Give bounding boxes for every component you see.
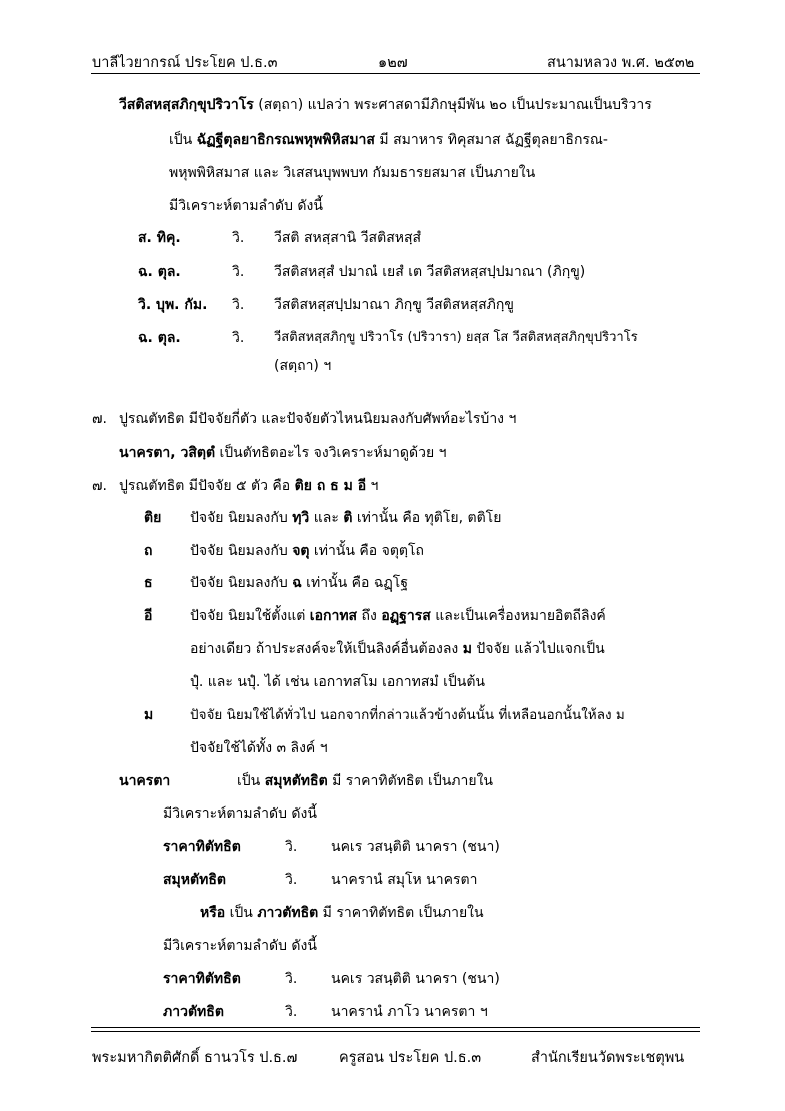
item-dha-post: เท่านั้น คือ ฉฏฺโฐ <box>301 575 409 591</box>
sec1-samasa: ฉัฏฐีตุลยาธิกรณพหุพพิหิสมาส <box>196 132 375 148</box>
nagarata-alt-or: หรือ <box>200 905 226 921</box>
sec1-line2 <box>169 131 608 149</box>
footer-rule-bottom <box>91 1031 700 1032</box>
sec1-row2-vi: วิ. <box>232 264 245 280</box>
question-number: ๗. <box>92 411 107 427</box>
item-ii-line2 <box>190 640 605 658</box>
sec1-row4-label: ฉ. ตุล. <box>138 330 181 346</box>
nagarata-row2-label: สมุหตัทธิต <box>163 872 226 888</box>
footer-left: พระมหากิตติศักดิ์ ธานวโร ป.ธ.๗ <box>92 1050 298 1066</box>
sec1-row2-label: ฉ. ตุล. <box>138 264 181 280</box>
sec1-term: วีสติสหสฺสภิกฺขุปริวาโร <box>119 97 254 113</box>
nagarata-row2-text: นาครานํ สมุโห นาครตา <box>331 872 478 888</box>
item-ii-symbol: อี <box>144 608 153 624</box>
sec1-line2-pre: เป็น <box>169 132 197 148</box>
sec1-line1 <box>119 96 652 114</box>
item-tiya-text <box>190 509 501 527</box>
nagarata-row4-vi: วิ. <box>285 1004 298 1020</box>
item-tiya-pre: ปัจจัย นิยมลงกับ <box>190 510 293 526</box>
nagarata-row1-vi: วิ. <box>285 839 298 855</box>
sec1-row3-text: วีสติสหสฺสปฺปมาณา ภิกฺขู วีสติสหสฺสภิกฺขู <box>274 297 514 313</box>
item-ii-line1 <box>190 607 606 625</box>
header-rule <box>91 73 700 74</box>
item-tha-pre: ปัจจัย นิยมลงกับ <box>190 543 293 559</box>
sec1-line3: พหุพพิหิสมาส และ วิเสสนบุพพบท กัมมธารยสมาส เป็นภายใน <box>169 165 536 181</box>
footer-center: ครูสอน ประโยค ป.ธ.๓ <box>339 1050 482 1066</box>
nagarata-title: นาครตา <box>119 773 171 789</box>
question-line2-rest: เป็นตัทธิตอะไร จงวิเคราะห์มาดูด้วย ฯ <box>215 445 447 461</box>
item-ii-l1-post: และเป็นเครื่องหมายอิตถีลิงค์ <box>430 608 606 624</box>
item-dha-text <box>190 574 408 592</box>
item-ii-attharasa: อฏฺฐารส <box>381 608 431 624</box>
item-ma-line2: ปัจจัยใช้ได้ทั้ง ๓ ลิงค์ ฯ <box>190 740 328 756</box>
item-tha-symbol: ถ <box>144 543 153 559</box>
sec1-line2-post: มี สมาหาร ทิคุสมาส ฉัฏฐีตุลยาธิกรณ- <box>374 132 608 148</box>
answer-number: ๗. <box>92 478 107 494</box>
nagarata-intro: มีวิเคราะห์ตามลำดับ ดังนี้ <box>163 806 317 822</box>
item-tiya-mid: และ <box>309 510 344 526</box>
item-ii-ekadasa: เอกาทส <box>309 608 358 624</box>
nagarata-row3-label: ราคาทิตัทธิต <box>163 971 241 987</box>
nagarata-alt-type: ภาวตัทธิต <box>257 905 319 921</box>
header-left: บาลีไวยากรณ์ ประโยค ป.ธ.๓ <box>92 55 278 71</box>
item-tha-text <box>190 542 424 560</box>
sec1-row1-label: ส. ทิคุ. <box>138 230 181 246</box>
item-ma-line1: ปัจจัย นิยมใช้ได้ทั่วไป นอกจากที่กล่าวแล้วข้างต้นนั้น ที่เหลือนอกนั้นให้ลง ม <box>190 707 625 723</box>
item-tiya-b2: ติ <box>343 510 353 526</box>
footer-rule-top <box>91 1027 700 1028</box>
nagarata-alt-pre: เป็น <box>225 905 258 921</box>
nagarata-row3-text: นคเร วสนฺติติ นาครา (ชนา) <box>331 971 500 987</box>
item-ii-l1-mid: ถึง <box>357 608 382 624</box>
answer-suffix-list: ติย ถ ธ ม อี <box>294 478 367 494</box>
nagarata-type: สมุหตัทธิต <box>264 773 328 789</box>
nagarata-desc <box>237 772 493 790</box>
sec1-row4-text: วีสติสหสฺสภิกฺขู ปริวาโร (ปริวารา) ยสฺส โส วีสติสหสฺสภิกฺขุปริวาโร <box>274 330 638 345</box>
item-ii-l2-pre: อย่างเดียว ถ้าประสงค์จะให้เป็นลิงค์อื่นต้องลง <box>190 641 463 657</box>
page-number: ๑๒๗ <box>378 55 408 71</box>
answer-intro-text: ปูรณตัทธิต มีปัจจัย ๕ ตัว คือ <box>119 478 295 494</box>
question-terms: นาครตา, วสิตฺตํ <box>119 445 216 461</box>
sec1-row4-cont: (สตฺถา) ฯ <box>274 358 332 374</box>
answer-intro-end: ฯ <box>366 478 379 494</box>
sec1-row3-label: วิ. บุพ. กัม. <box>138 297 208 313</box>
nagarata-row4-text: นาครานํ ภาโว นาครตา ฯ <box>331 1004 488 1020</box>
question-line2 <box>119 444 446 462</box>
sec1-row1-text: วีสติ สหสฺสานิ วีสติสหสฺสํ <box>274 230 422 246</box>
item-ii-l2-post: ปัจจัย แล้วไปแจกเป็น <box>471 641 605 657</box>
footer-right: สำนักเรียนวัดพระเชตุพน <box>531 1050 685 1066</box>
sec1-line4: มีวิเคราะห์ตามลำดับ ดังนี้ <box>169 198 323 214</box>
item-ii-line3: ปุํ. และ นปุํ. ได้ เช่น เอกาทสโม เอกาทสมํ เป็นต้น <box>190 674 485 690</box>
nagarata-alt-post: มี ราคาทิตัทธิต เป็นภายใน <box>318 905 484 921</box>
item-tha-post: เท่านั้น คือ จตุตฺโถ <box>309 543 425 559</box>
nagarata-intro2: มีวิเคราะห์ตามลำดับ ดังนี้ <box>163 938 317 954</box>
sec1-row3-vi: วิ. <box>232 297 245 313</box>
nagarata-row4-label: ภาวตัทธิต <box>163 1004 224 1020</box>
sec1-line1-rest: (สตฺถา) แปลว่า พระศาสดามีภิกษุมีพัน ๒๐ เป็นประมาณเป็นบริวาร <box>253 97 652 113</box>
item-tiya-b1: ทฺวิ <box>292 510 310 526</box>
item-ii-l1-pre: ปัจจัย นิยมใช้ตั้งแต่ <box>190 608 310 624</box>
item-dha-symbol: ธ <box>144 575 153 591</box>
sec1-row2-text: วีสติสหสฺสํ ปมาณํ เยสํ เต วีสติสหสฺสปฺปมาณา (ภิกฺขู) <box>274 264 586 280</box>
sec1-row4-vi: วิ. <box>232 330 245 346</box>
nagarata-row3-vi: วิ. <box>285 971 298 987</box>
item-ii-ma: ม <box>462 641 472 657</box>
item-tha-b1: จตุ <box>292 543 310 559</box>
item-dha-pre: ปัจจัย นิยมลงกับ <box>190 575 293 591</box>
nagarata-row2-vi: วิ. <box>285 872 298 888</box>
item-tiya-post: เท่านั้น คือ ทุติโย, ตติโย <box>352 510 502 526</box>
nagarata-alt <box>200 904 484 922</box>
sec1-row1-vi: วิ. <box>232 230 245 246</box>
nagarata-row1-label: ราคาทิตัทธิต <box>163 839 241 855</box>
question-line1: ปูรณตัทธิต มีปัจจัยกี่ตัว และปัจจัยตัวไหนนิยมลงกับศัพท์อะไรบ้าง ฯ <box>119 411 517 427</box>
header-right: สนามหลวง พ.ศ. ๒๕๓๒ <box>547 55 695 71</box>
answer-intro <box>119 477 378 495</box>
item-ma-symbol: ม <box>144 707 154 723</box>
nagarata-row1-text: นคเร วสนฺติติ นาครา (ชนา) <box>331 839 500 855</box>
nagarata-post: มี ราคาทิตัทธิต เป็นภายใน <box>327 773 493 789</box>
item-dha-b1: ฉ <box>292 575 302 591</box>
item-tiya-symbol: ติย <box>144 510 162 526</box>
nagarata-pre: เป็น <box>237 773 265 789</box>
